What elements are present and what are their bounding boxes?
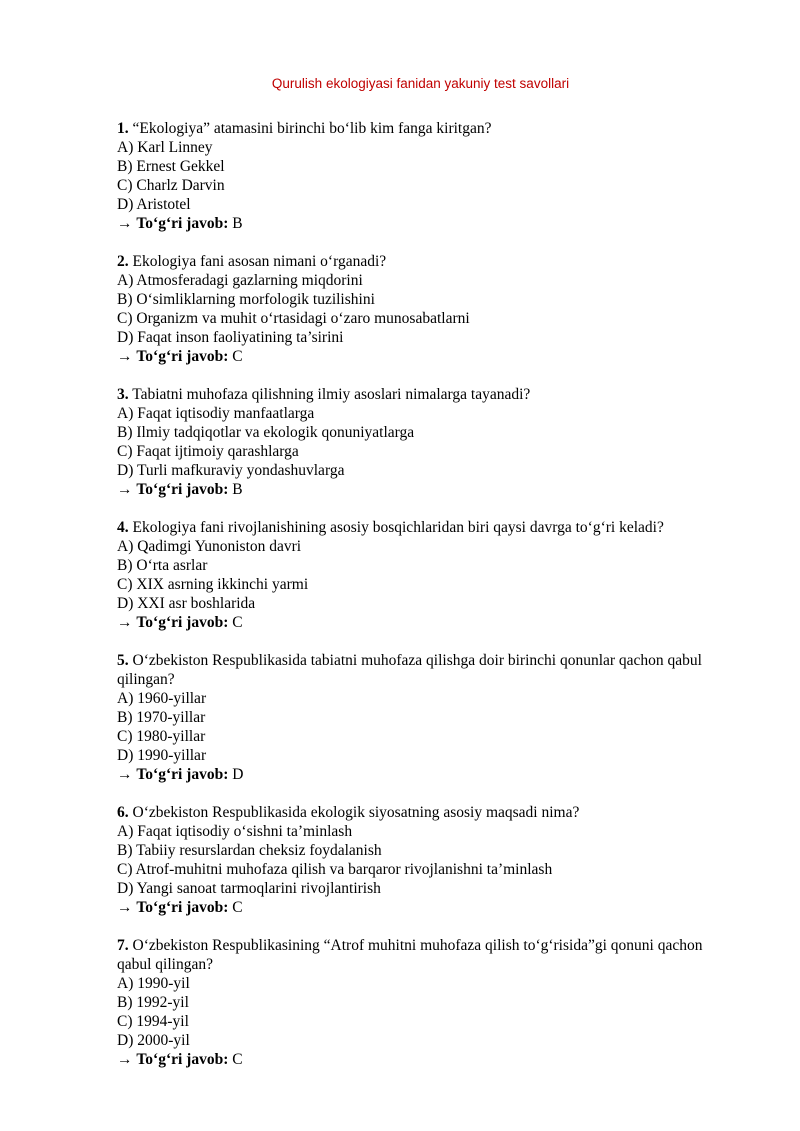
option-c: C) 1980-yillar xyxy=(117,728,206,745)
answer-value: D xyxy=(232,766,244,783)
option-a: A) Faqat iqtisodiy manfaatlarga xyxy=(117,405,315,422)
answer-line xyxy=(117,765,724,784)
question-text xyxy=(117,651,724,689)
question-text xyxy=(117,803,724,822)
option-c: C) XIX asrning ikkinchi yarmi xyxy=(117,576,309,593)
option-b: B) 1992-yil xyxy=(117,994,189,1011)
question-body: O‘zbekiston Respublikasida ekologik siyosatning asosiy maqsadi nima? xyxy=(132,804,580,821)
arrow-icon: → xyxy=(117,899,133,916)
option-c: C) Organizm va muhit o‘rtasidagi o‘zaro munosabatlarni xyxy=(117,310,470,327)
option-d: D) Aristotel xyxy=(117,196,191,213)
answer-label: To‘g‘ri javob: xyxy=(136,1051,229,1068)
arrow-icon: → xyxy=(117,614,133,631)
page-title: Qurulish ekologiyasi fanidan yakuniy test savollari xyxy=(271,76,570,91)
option-a: A) 1960-yillar xyxy=(117,690,207,707)
answer-label: To‘g‘ri javob: xyxy=(136,614,229,631)
question-body: O‘zbekiston Respublikasining “Atrof muhitni muhofaza qilish to‘g‘risida”gi qonuni qachon qabul qilingan? xyxy=(117,937,703,973)
answer-line xyxy=(117,898,724,917)
answer-label: To‘g‘ri javob: xyxy=(136,348,229,365)
answer-line xyxy=(117,347,724,366)
question-block xyxy=(117,651,724,784)
option-d: D) Yangi sanoat tarmoqlarini rivojlantirish xyxy=(117,880,381,897)
question-block xyxy=(117,119,724,233)
answer-value: B xyxy=(232,481,243,498)
option-b: B) O‘rta asrlar xyxy=(117,557,208,574)
arrow-icon: → xyxy=(117,215,133,232)
question-number: 7. xyxy=(117,937,129,954)
option-a: A) Faqat iqtisodiy o‘sishni ta’minlash xyxy=(117,823,353,840)
question-text xyxy=(117,518,724,537)
answer-label: To‘g‘ri javob: xyxy=(136,766,229,783)
answer-line xyxy=(117,613,724,632)
question-number: 1. xyxy=(117,120,129,137)
option-d: D) 1990-yillar xyxy=(117,747,207,764)
option-c: C) Atrof-muhitni muhofaza qilish va barqaror rivojlanishni ta’minlash xyxy=(117,861,553,878)
answer-value: C xyxy=(232,899,243,916)
option-b: B) Ilmiy tadqiqotlar va ekologik qonuniyatlarga xyxy=(117,424,415,441)
answer-label: To‘g‘ri javob: xyxy=(136,481,229,498)
question-body: Ekologiya fani rivojlanishining asosiy bosqichlaridan biri qaysi davrga to‘g‘ri keladi? xyxy=(132,519,664,536)
arrow-icon: → xyxy=(117,766,133,783)
question-body: Tabiatni muhofaza qilishning ilmiy asoslari nimalarga tayanadi? xyxy=(132,386,531,403)
answer-label: To‘g‘ri javob: xyxy=(136,899,229,916)
option-c: C) Charlz Darvin xyxy=(117,177,225,194)
option-a: A) Qadimgi Yunoniston davri xyxy=(117,538,302,555)
question-number: 6. xyxy=(117,804,129,821)
option-d: D) Turli mafkuraviy yondashuvlarga xyxy=(117,462,345,479)
option-a: A) 1990-yil xyxy=(117,975,190,992)
question-block xyxy=(117,803,724,917)
question-body: Ekologiya fani asosan nimani o‘rganadi? xyxy=(132,253,387,270)
option-d: D) 2000-yil xyxy=(117,1032,190,1049)
option-d: D) Faqat inson faoliyatining ta’sirini xyxy=(117,329,344,346)
answer-value: C xyxy=(232,1051,243,1068)
question-block xyxy=(117,252,724,366)
option-c: C) 1994-yil xyxy=(117,1013,189,1030)
answer-label: To‘g‘ri javob: xyxy=(136,215,229,232)
option-b: B) 1970-yillar xyxy=(117,709,206,726)
question-text xyxy=(117,252,724,271)
option-b: B) Ernest Gekkel xyxy=(117,158,225,175)
arrow-icon: → xyxy=(117,348,133,365)
question-number: 3. xyxy=(117,386,129,403)
question-text xyxy=(117,385,724,404)
option-c: C) Faqat ijtimoiy qarashlarga xyxy=(117,443,299,460)
question-number: 5. xyxy=(117,652,129,669)
answer-line xyxy=(117,214,724,233)
option-b: B) Tabiiy resurslardan cheksiz foydalanish xyxy=(117,842,382,859)
answer-value: C xyxy=(232,614,243,631)
answer-value: C xyxy=(232,348,243,365)
answer-line xyxy=(117,480,724,499)
option-b: B) O‘simliklarning morfologik tuzilishini xyxy=(117,291,375,308)
arrow-icon: → xyxy=(117,481,133,498)
question-number: 4. xyxy=(117,519,129,536)
question-block xyxy=(117,936,724,1069)
question-text xyxy=(117,119,724,138)
answer-line xyxy=(117,1050,724,1069)
question-body: “Ekologiya” atamasini birinchi bo‘lib kim fanga kiritgan? xyxy=(132,120,492,137)
question-block xyxy=(117,518,724,632)
answer-value: B xyxy=(232,215,243,232)
question-text xyxy=(117,936,724,974)
option-d: D) XXI asr boshlarida xyxy=(117,595,256,612)
question-number: 2. xyxy=(117,253,129,270)
option-a: A) Karl Linney xyxy=(117,139,213,156)
option-a: A) Atmosferadagi gazlarning miqdorini xyxy=(117,272,363,289)
question-body: O‘zbekiston Respublikasida tabiatni muhofaza qilishga doir birinchi qonunlar qachon qabul qilingan? xyxy=(117,652,702,688)
arrow-icon: → xyxy=(117,1051,133,1068)
question-block xyxy=(117,385,724,499)
